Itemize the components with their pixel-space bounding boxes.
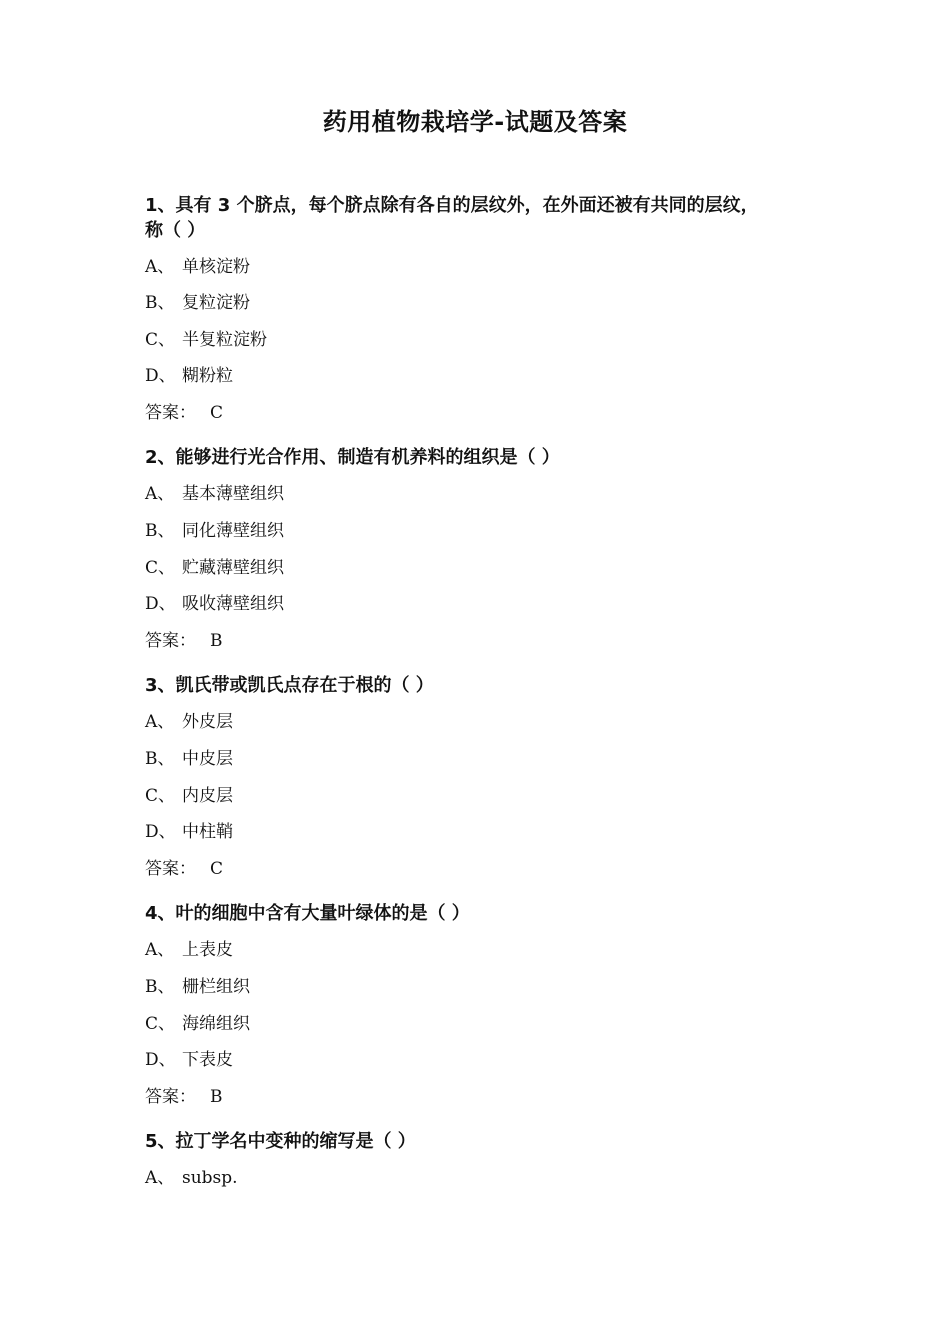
question-5-option-a [145,1160,845,1197]
answer-value: C [210,402,224,423]
question-stem-line: 3、凯氏带或凯氏点存在于根的（ ） [145,675,434,697]
answer-value: B [210,630,223,651]
option-label: A、 [145,712,175,733]
question-stem-line: 2、能够进行光合作用、制造有机养料的组织是（ ） [145,447,560,469]
question-2-option-a [145,476,845,513]
question-4-option-b [145,969,845,1006]
question-2-option-c [145,550,845,587]
question-2-option-b [145,513,845,550]
document-title: 药用植物栽培学-试题及答案 [322,108,628,136]
option-label: B、 [145,521,175,542]
question-4-stem [145,901,845,926]
question-stem-line: 4、叶的细胞中含有大量叶绿体的是（ ） [145,903,470,925]
question-3-option-a [145,704,845,741]
question-1-option-b [145,285,845,322]
option-text: 外皮层 [182,712,233,733]
question-2-stem [145,445,845,470]
option-label: C、 [145,329,176,350]
option-text: 糊粉粒 [182,366,233,387]
option-text: 基本薄壁组织 [182,484,284,505]
option-text: 半复粒淀粉 [182,329,267,350]
option-text: 上表皮 [182,940,233,961]
option-text: 贮藏薄壁组织 [182,557,284,578]
option-text: 内皮层 [182,785,233,806]
option-label: D、 [145,1050,176,1071]
option-label: D、 [145,822,176,843]
option-label: C、 [145,557,176,578]
question-2-answer [145,623,845,660]
question-stem-line: 5、拉丁学名中变种的缩写是（ ） [145,1131,416,1153]
question-3-option-b [145,741,845,778]
option-label: A、 [145,1168,175,1189]
option-label: A、 [145,256,175,277]
answer-label: 答案： [145,402,196,423]
question-4-option-d [145,1042,845,1079]
option-label: D、 [145,594,176,615]
question-5-stem [145,1129,845,1154]
option-label: A、 [145,484,175,505]
question-1-stem [145,193,845,243]
answer-value: C [210,858,224,879]
option-label: C、 [145,785,176,806]
answer-label: 答案： [145,630,196,651]
option-label: B、 [145,749,175,770]
question-3-answer [145,851,845,888]
answer-label: 答案： [145,1086,196,1107]
question-stem-line: 1、具有 3 个脐点，每个脐点除有各自的层纹外，在外面还被有共同的层纹， [145,194,759,216]
question-list [145,193,845,1197]
question-1-option-a [145,249,845,286]
option-text: subsp. [182,1168,238,1189]
question-1-option-c [145,322,845,359]
option-text: 栅栏组织 [182,977,250,997]
question-2-option-d [145,586,845,623]
answer-value: B [210,1086,223,1107]
option-label: D、 [145,366,176,387]
option-text: 海绵组织 [182,1013,250,1034]
option-label: B、 [145,293,175,314]
option-label: B、 [145,977,175,997]
option-text: 吸收薄壁组织 [182,594,284,615]
answer-label: 答案： [145,858,196,879]
option-label: C、 [145,1013,176,1034]
option-text: 下表皮 [182,1050,233,1071]
option-label: A、 [145,940,175,961]
option-text: 中皮层 [182,749,233,770]
option-text: 中柱鞘 [182,822,233,843]
option-text: 同化薄壁组织 [182,521,284,542]
question-4-option-c [145,1006,845,1043]
question-4-answer [145,1079,845,1116]
question-1-option-d [145,358,845,395]
question-3-stem [145,673,845,698]
question-4-option-a [145,932,845,969]
question-stem-line: 称（ ） [145,219,206,241]
option-text: 单核淀粉 [182,256,250,277]
question-3-option-d [145,814,845,851]
question-3-option-c [145,778,845,815]
question-1-answer [145,395,845,432]
option-text: 复粒淀粉 [182,293,250,314]
